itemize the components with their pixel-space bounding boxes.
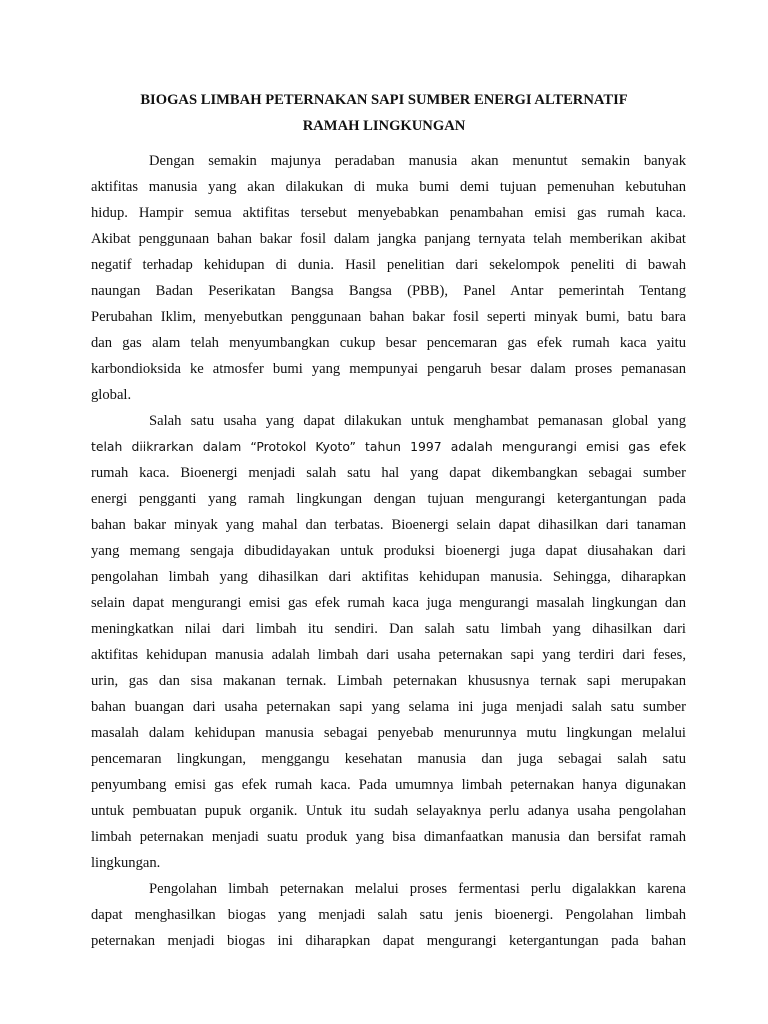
text-line: urin, gas dan sisa makanan ternak. Limbah peternakan khususnya ternak sapi merupakan [91,673,686,689]
document-title-line-2: RAMAH LINGKUNGAN [302,118,466,134]
text-line: Dengan semakin majunya peradaban manusia akan menuntut semakin banyak [149,153,686,169]
text-line: naungan Badan Peserikatan Bangsa Bangsa (PBB), Panel Antar pemerintah Tentang [91,283,686,299]
text-line: dapat menghasilkan biogas yang menjadi salah satu jenis bioenergi. Pengolahan limbah [91,907,686,923]
text-line: dan gas alam telah menyumbangkan cukup besar pencemaran gas efek rumah kaca yaitu [91,335,686,351]
text-line: untuk pembuatan pupuk organik. Untuk itu sudah selayaknya perlu adanya usaha pengolahan [91,803,686,819]
text-line: Salah satu usaha yang dapat dilakukan untuk menghambat pemanasan global yang [149,413,686,429]
text-line: Pengolahan limbah peternakan melalui proses fermentasi perlu digalakkan karena [149,881,686,897]
text-line: aktifitas kehidupan manusia adalah limbah dari usaha peternakan sapi yang terdiri dari feses, [91,647,686,663]
text-line: bahan buangan dari usaha peternakan sapi yang selama ini juga menjadi salah satu sumber [91,699,686,715]
text-line: penyumbang emisi gas efek rumah kaca. Pada umumnya limbah peternakan hanya digunakan [91,777,686,793]
text-line: yang memang sengaja dibudidayakan untuk produksi bioenergi juga dapat diusahakan dari [91,543,686,559]
text-line: rumah kaca. Bioenergi menjadi salah satu hal yang dapat dikembangkan sebagai sumber [91,465,686,481]
text-line: masalah dalam kehidupan manusia sebagai penyebab menurunnya mutu lingkungan melalui [91,725,686,741]
text-line: global. [91,387,132,403]
text-line: negatif terhadap kehidupan di dunia. Hasil penelitian dari sekelompok peneliti di bawah [91,257,686,273]
text-line: Akibat penggunaan bahan bakar fosil dalam jangka panjang ternyata telah memberikan akibat [91,231,686,247]
text-line: pencemaran lingkungan, menggangu kesehatan manusia dan juga sebagai salah satu [91,751,686,767]
text-line: telah diikrarkan dalam “Protokol Kyoto” tahun 1997 adalah mengurangi emisi gas efek [91,439,686,454]
document-title-line-1: BIOGAS LIMBAH PETERNAKAN SAPI SUMBER ENERGI ALTERNATIF [140,92,628,108]
text-line: karbondioksida ke atmosfer bumi yang mempunyai pengaruh besar dalam proses pemanasan [91,361,686,377]
text-line: bahan bakar minyak yang mahal dan terbatas. Bioenergi selain dapat dihasilkan dari tanaman [91,517,686,533]
text-line: limbah peternakan menjadi suatu produk yang bisa dimanfaatkan manusia dan bersifat ramah [91,829,686,845]
text-line: aktifitas manusia yang akan dilakukan di muka bumi demi tujuan pemenuhan kebutuhan [91,179,686,195]
text-line: hidup. Hampir semua aktifitas tersebut menyebabkan penambahan emisi gas rumah kaca. [91,205,686,221]
text-line: lingkungan. [91,855,161,871]
text-line: meningkatkan nilai dari limbah itu sendiri. Dan salah satu limbah yang dihasilkan dari [91,621,686,637]
text-line: Perubahan Iklim, menyebutkan penggunaan bahan bakar fosil seperti minyak bumi, batu bara [91,309,686,325]
text-line: peternakan menjadi biogas ini diharapkan dapat mengurangi ketergantungan pada bahan [91,933,686,949]
text-line: energi pengganti yang ramah lingkungan dengan tujuan mengurangi ketergantungan pada [91,491,686,507]
text-line: pengolahan limbah yang dihasilkan dari aktifitas kehidupan manusia. Sehingga, diharapkan [91,569,686,585]
text-line: selain dapat mengurangi emisi gas efek rumah kaca juga mengurangi masalah lingkungan dan [91,595,686,611]
